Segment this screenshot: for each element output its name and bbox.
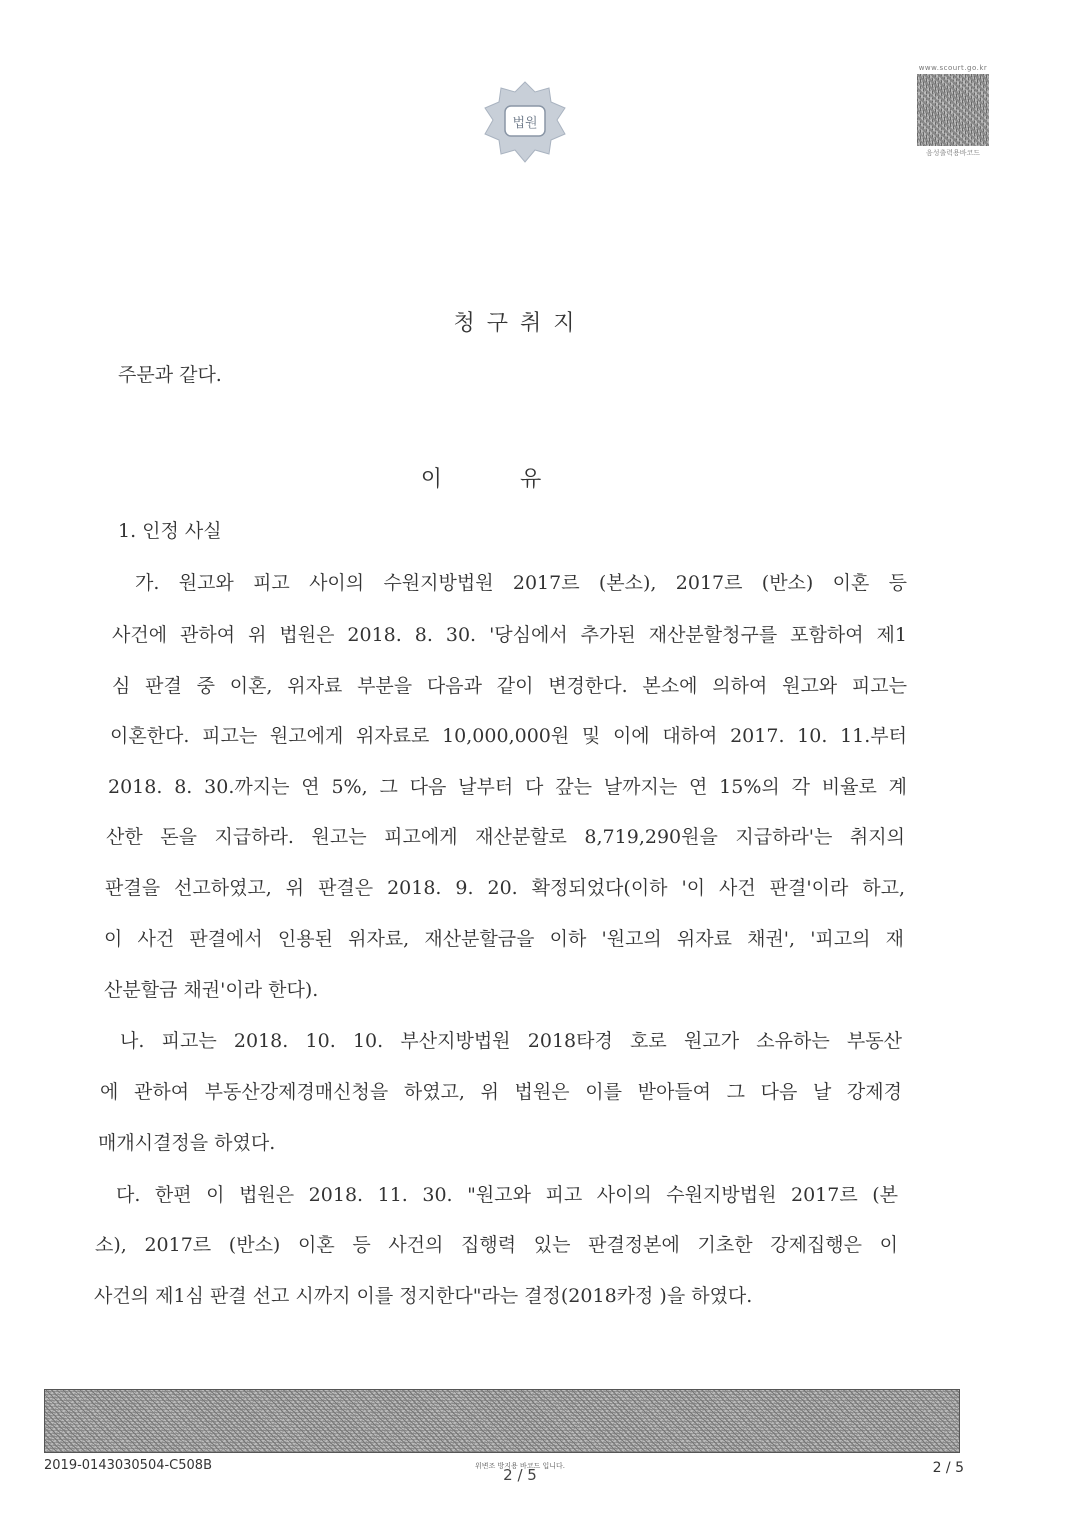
reason-line-2: 사건에 관하여 위 법원은 2018. 8. 30. '당심에서 추가된 재산분할청구를 포함하여 제1 [112, 624, 907, 646]
barcode-note: 위변조 방지용 바코드 입니다. [474, 1462, 566, 1470]
page-number-right: 2 / 5 [932, 1460, 964, 1476]
qr-code-icon [917, 74, 989, 146]
reason-line-9: 산분할금 채권'이라 한다). [104, 979, 319, 1001]
document-id: 2019-0143030504-C508B [44, 1458, 212, 1473]
reason-line-6: 산한 돈을 지급하라. 원고는 피고에게 재산분할로 8,719,290원을 지급하라'는 취지의 [106, 826, 905, 848]
reason-line-7: 판결을 선고하였고, 위 판결은 2018. 9. 20. 확정되었다(이하 '이 사건 판결'이라 하고, [105, 877, 905, 899]
reason-subheading: 1. 인정 사실 [118, 520, 222, 542]
claim-heading: 청구취지 [453, 311, 587, 336]
reason-line-3: 심 판결 중 이혼, 위자료 부분을 다음과 같이 변경한다. 본소에 의하여 원고와 피고는 [112, 675, 907, 697]
page-number-center: 2 / 5 [503, 1466, 537, 1484]
seal-text: 법원 [512, 116, 538, 131]
court-seal-icon [475, 78, 575, 168]
reason-line-14: 소), 2017르 (반소) 이혼 등 사건의 집행력 있는 판결정본에 기초한 강제집행은 이 [95, 1234, 898, 1256]
reason-line-15: 사건의 제1심 판결 선고 시까지 이를 정지한다"라는 결정(2018카정 )을 하였다. [94, 1285, 753, 1307]
qr-url-text: www.scourt.go.kr [918, 64, 988, 72]
reason-line-12: 매개시결정을 하였다. [98, 1132, 276, 1154]
qr-caption: 음성출력용바코드 [925, 149, 981, 157]
reason-line-4: 이혼한다. 피고는 원고에게 위자료로 10,000,000원 및 이에 대하여 2017. 10. 11.부터 [110, 725, 907, 747]
reason-line-5: 2018. 8. 30.까지는 연 5%, 그 다음 날부터 다 갚는 날까지는 연 15%의 각 비율로 계 [108, 776, 907, 798]
qr-code-block [912, 64, 994, 164]
reason-line-8: 이 사건 판결에서 인용된 위자료, 재산분할금을 이하 '원고의 위자료 채권', '피고의 재 [104, 928, 904, 950]
reason-line-10: 나. 피고는 2018. 10. 10. 부산지방법원 2018타경 호로 원고가 소유하는 부동산 [120, 1030, 902, 1052]
anti-forgery-barcode-icon [44, 1389, 960, 1453]
reason-line-1: 가. 원고와 피고 사이의 수원지방법원 2017르 (본소), 2017르 (반소) 이혼 등 [135, 572, 907, 594]
reason-heading: 이유 [420, 467, 620, 492]
reason-line-13: 다. 한편 이 법원은 2018. 11. 30. "원고와 피고 사이의 수원지방법원 2017르 (본 [116, 1184, 898, 1206]
reason-line-11: 에 관하여 부동산강제경매신청을 하였고, 위 법원은 이를 받아들여 그 다음 날 강제경 [100, 1081, 902, 1103]
claim-body: 주문과 같다. [118, 364, 222, 386]
